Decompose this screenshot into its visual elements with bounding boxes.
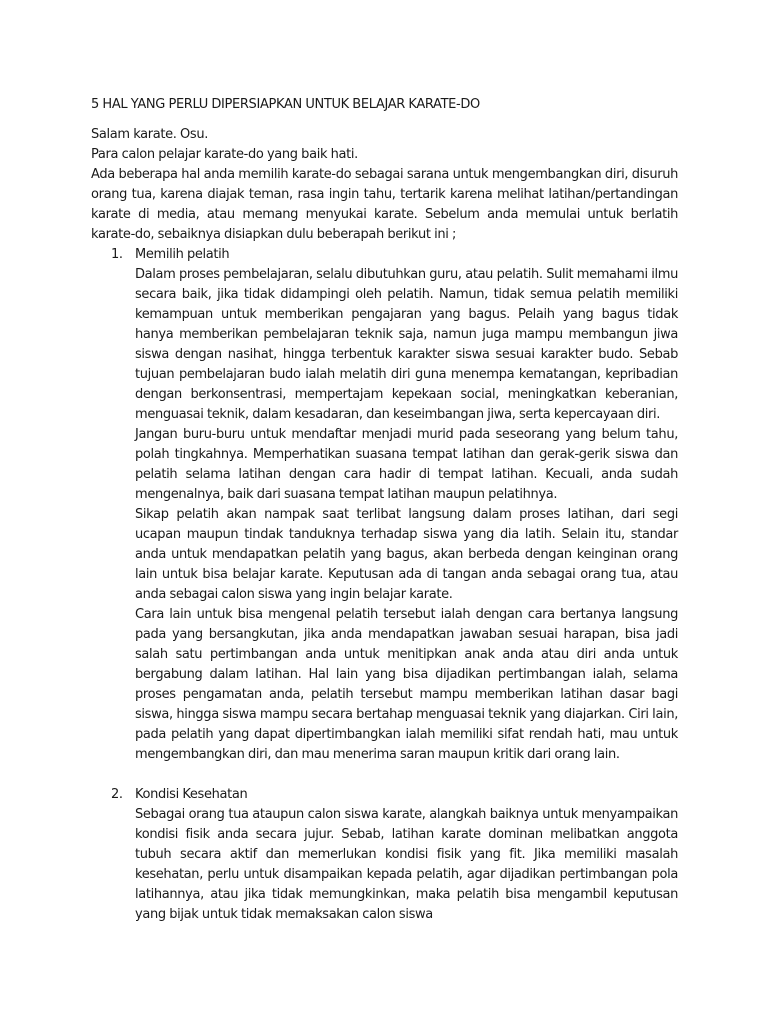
section-heading: Kondisi Kesehatan [135, 787, 248, 802]
section-paragraph: Sebagai orang tua ataupun calon siswa karate, alangkah baiknya untuk menyampaikan kondisi fisik anda secara jujur. Sebab, latihan karate dominan melibatkan anggota tubuh secara aktif dan memerlukan kondisi fisik yang fit. Jika memiliki masalah kesehatan, perlu untuk disampaikan kepada pelatih, agar dijadikan pertimbangan pola latihannya, atau jika tidak memungkinkan, maka pelatih bisa mengambil keputusan yang bijak untuk tidak memaksakan calon siswa [135, 807, 678, 922]
section-number: 2. [111, 787, 123, 802]
section-paragraph: Cara lain untuk bisa mengenal pelatih tersebut ialah dengan cara bertanya langsung pada yang bersangkutan, jika anda mendapatkan jawaban sesuai harapan, bisa jadi salah satu pertimbangan anda untuk menitipkan anak anda atau diri anda untuk bergabung dalam latihan. Hal lain yang bisa dijadikan pertimbangan ialah, selama proses pengamatan anda, pelatih tersebut mampu memberikan latihan dasar bagi siswa, hingga siswa mampu secara bertahap menguasai teknik yang diajarkan. Ciri lain, pada pelatih yang dapat dipertimbangkan ialah memiliki sifat rendah hati, mau untuk mengembangkan diri, dan mau menerima saran maupun kritik dari orang lain. [135, 607, 678, 762]
section-body [91, 265, 678, 765]
section-spacer [91, 765, 678, 785]
salutation-line: Para calon pelajar karate-do yang baik hati. [91, 147, 358, 162]
section-number: 1. [111, 247, 123, 262]
intro-paragraph: Ada beberapa hal anda memilih karate-do sebagai sarana untuk mengembangkan diri, disuruh orang tua, karena diajak teman, rasa ingin tahu, tertarik karena melihat latihan/pertandingan karate di media, atau memang menyukai karate. Sebelum anda memulai untuk berlatih karate-do, sebaiknya disiapkan dulu beberapah berikut ini ; [91, 167, 678, 242]
document-body [91, 125, 678, 925]
section-heading: Memilih pelatih [135, 247, 230, 262]
intro [91, 125, 678, 245]
section-paragraph: Sikap pelatih akan nampak saat terlibat langsung dalam proses latihan, dari segi ucapan maupun tindak tanduknya terhadap siswa yang dia latih. Selain itu, standar anda untuk mendapatkan pelatih yang bagus, akan berbeda dengan keinginan orang lain untuk bisa belajar karate. Keputusan ada di tangan anda sebagai orang tua, atau anda sebagai calon siswa yang ingin belajar karate. [135, 507, 678, 602]
section-item-2 [91, 785, 678, 925]
section-list [91, 245, 678, 925]
section-paragraph: Jangan buru-buru untuk mendaftar menjadi murid pada seseorang yang belum tahu, polah tingkahnya. Memperhatikan suasana tempat latihan dan gerak-gerik siswa dan pelatih selama latihan dengan cara hadir di tempat latihan. Kecuali, anda sudah mengenalnya, baik dari suasana tempat latihan maupun pelatihnya. [135, 427, 678, 502]
section-heading-row [91, 245, 678, 265]
document-title: 5 HAL YANG PERLU DIPERSIAPKAN UNTUK BELAJAR KARATE-DO [91, 97, 480, 112]
section-body [91, 805, 678, 925]
section-item-1 [91, 245, 678, 765]
section-heading-row [91, 785, 678, 805]
greeting-line: Salam karate. Osu. [91, 127, 209, 142]
section-paragraph: Dalam proses pembelajaran, selalu dibutuhkan guru, atau pelatih. Sulit memahami ilmu secara baik, jika tidak didampingi oleh pelatih. Namun, tidak semua pelatih memiliki kemampuan untuk memberikan pengajaran yang bagus. Pelaih yang bagus tidak hanya memberikan pembelajaran teknik saja, namun juga mampu membangun jiwa siswa dengan nasihat, hingga terbentuk karakter siswa sesuai karakter budo. Sebab tujuan pembelajaran budo ialah melatih diri guna menempa kematangan, kepribadian dengan berkonsentrasi, mempertajam kepekaan social, meningkatkan keberanian, menguasai teknik, dalam kesadaran, dan keseimbangan jiwa, serta kepercayaan diri. [135, 267, 678, 422]
